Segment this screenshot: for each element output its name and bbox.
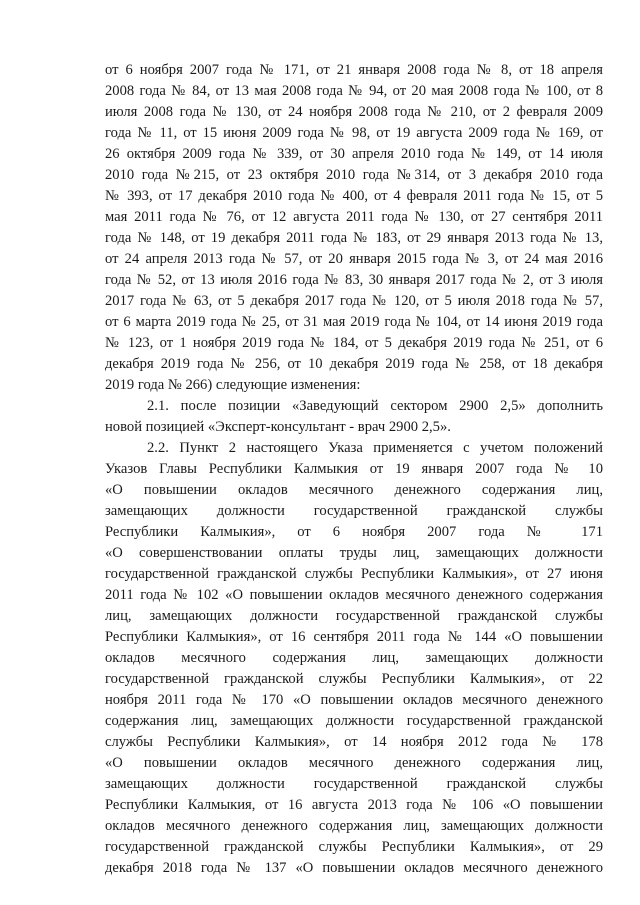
paragraph-clause-2-1: [105, 396, 603, 438]
text-line: от 24 апреля 2013 года № 57, от 20 января 2015 года № 3, от 24 мая 2016: [105, 251, 603, 267]
text-line: новой позицией «Эксперт-консультант - врач 2900 2,5».: [105, 419, 451, 435]
text-line: от 6 марта 2019 года № 25, от 31 мая 2019 года № 104, от 14 июня 2019 года: [105, 314, 603, 330]
text-line: 2.2. Пункт 2 настоящего Указа применяется с учетом положений: [147, 440, 603, 456]
text-line: от 6 ноября 2007 года № 171, от 21 января 2008 года № 8, от 18 апреля: [105, 62, 603, 78]
text-line: государственной гражданской службы Республики Калмыкия», от 29: [105, 839, 603, 855]
text-line: № 393, от 17 декабря 2010 года № 400, от 4 февраля 2011 года № 15, от 5: [105, 188, 603, 204]
text-line: окладов месячного содержания лиц, замещающих должности: [105, 650, 603, 666]
text-line: замещающих должности государственной гражданской службы: [105, 503, 603, 519]
text-line: окладов месячного денежного содержания лиц, замещающих должности: [105, 818, 603, 834]
text-line: государственной гражданской службы Республики Калмыкия», от 27 июня: [105, 566, 603, 582]
text-line: 2.1. после позиции «Заведующий сектором 2900 2,5» дополнить: [147, 398, 603, 414]
text-line: 2011 года № 102 «О повышении окладов месячного денежного содержания: [105, 587, 603, 603]
text-line: «О совершенствовании оплаты труды лиц, замещающих должности: [105, 545, 603, 561]
text-line: 2017 года № 63, от 5 декабря 2017 года № 120, от 5 июля 2018 года № 57,: [105, 293, 603, 309]
text-line: года № 11, от 15 июня 2009 года № 98, от 19 августа 2009 года № 169, от: [105, 125, 603, 141]
text-line: содержания лиц, замещающих должности государственной гражданской: [105, 713, 603, 729]
text-line: декабря 2018 года № 137 «О повышении окладов месячного денежного: [105, 860, 603, 876]
text-line: государственной гражданской службы Республики Калмыкия», от 22: [105, 671, 603, 687]
text-line: «О повышении окладов месячного денежного содержания лиц,: [105, 482, 603, 498]
text-line: 26 октября 2009 года № 339, от 30 апреля 2010 года № 149, от 14 июля: [105, 146, 603, 162]
text-line: ноября 2011 года № 170 «О повышении окладов месячного денежного: [105, 692, 603, 708]
document-body: [105, 60, 603, 879]
text-line: года № 148, от 19 декабря 2011 года № 183, от 29 января 2013 года № 13,: [105, 230, 603, 246]
text-line: Республики Калмыкия, от 16 августа 2013 года № 106 «О повышении: [105, 797, 603, 813]
paragraph-clause-2-2: [105, 438, 603, 879]
text-line: Республики Калмыкия», от 6 ноября 2007 года № 171: [105, 524, 603, 540]
text-line: декабря 2019 года № 256, от 10 декабря 2019 года № 258, от 18 декабря: [105, 356, 603, 372]
text-line: Указов Главы Республики Калмыкия от 19 января 2007 года № 10: [105, 461, 603, 477]
paragraph-intro-list: [105, 60, 603, 396]
text-line: Республики Калмыкия», от 16 сентября 2011 года № 144 «О повышении: [105, 629, 603, 645]
text-line: замещающих должности государственной гражданской службы: [105, 776, 603, 792]
text-line: года № 52, от 13 июля 2016 года № 83, 30 января 2017 года № 2, от 3 июля: [105, 272, 603, 288]
text-line: лиц, замещающих должности государственной гражданской службы: [105, 608, 603, 624]
text-line: июля 2008 года № 130, от 24 ноября 2008 года № 210, от 2 февраля 2009: [105, 104, 603, 120]
text-line: 2010 года №215, от 23 октября 2010 года №314, от 3 декабря 2010 года: [105, 167, 603, 183]
text-line: № 123, от 1 ноября 2019 года № 184, от 5 декабря 2019 года № 251, от 6: [105, 335, 603, 351]
text-line: 2008 года № 84, от 13 мая 2008 года № 94, от 20 мая 2008 года № 100, от 8: [105, 83, 603, 99]
text-line: «О повышении окладов месячного денежного содержания лиц,: [105, 755, 603, 771]
text-line: службы Республики Калмыкия», от 14 ноября 2012 года № 178: [105, 734, 603, 750]
text-line: 2019 года № 266) следующие изменения:: [105, 377, 361, 393]
text-line: мая 2011 года № 76, от 12 августа 2011 года № 130, от 27 сентября 2011: [105, 209, 603, 225]
